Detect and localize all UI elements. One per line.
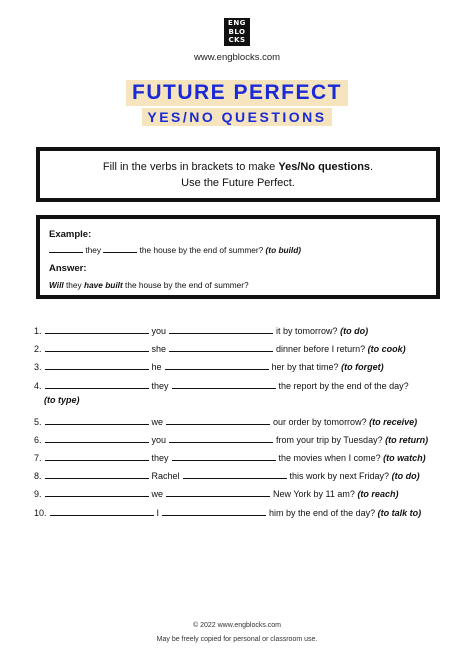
footer-copyright: © 2022 www.engblocks.com [192, 622, 282, 629]
answer-blank[interactable] [165, 361, 269, 370]
exercise-hint: (to forget) [341, 362, 384, 373]
instructions-line-2: Use the Future Perfect. [181, 177, 295, 189]
exercise-text: her by that time? [271, 362, 339, 373]
exercise-number: 8. [34, 471, 42, 482]
exercise-item [34, 324, 444, 342]
example-blank [103, 245, 137, 253]
exercise-hint: (to do) [391, 471, 420, 482]
logo-line: ENG [228, 19, 246, 27]
instr-text: Fill in the verbs in brackets to make [102, 161, 279, 173]
exercise-hint: (to watch) [383, 452, 426, 463]
example-hint: (to build) [265, 245, 302, 255]
example-box [36, 215, 440, 299]
title-wrap [0, 80, 474, 106]
logo-line: CKS [228, 36, 246, 44]
exercise-number: 2. [34, 344, 42, 355]
answer-will: Will [49, 280, 64, 290]
exercise-text: dinner before I return? [276, 344, 366, 355]
example-sentence [49, 245, 427, 255]
instructions-line-1 [40, 159, 436, 175]
exercise-subject: we [151, 416, 164, 427]
answer-blank[interactable] [45, 325, 149, 334]
exercise-number: 6. [34, 434, 42, 445]
exercise-hint: (to return) [385, 434, 429, 445]
answer-blank[interactable] [45, 488, 149, 497]
exercise-subject: you [151, 434, 167, 445]
exercise-item [34, 379, 444, 415]
exercise-text: our order by tomorrow? [273, 416, 367, 427]
exercise-text: the movies when I come? [278, 452, 381, 463]
example-blank [49, 245, 83, 253]
exercise-subject: she [151, 344, 167, 355]
exercise-item [34, 469, 444, 487]
answer-blank[interactable] [166, 488, 270, 497]
exercise-number: 1. [34, 326, 42, 336]
instructions-box [36, 147, 440, 202]
answer-blank[interactable] [45, 343, 149, 352]
answer-verb: have built [84, 280, 123, 290]
answer-blank[interactable] [172, 380, 276, 389]
answer-blank[interactable] [45, 452, 149, 461]
exercise-subject: they [151, 380, 169, 391]
answer-blank[interactable] [45, 416, 149, 425]
exercise-subject: he [151, 362, 162, 373]
exercise-hint: (to reach) [357, 489, 399, 500]
engblocks-logo [224, 18, 250, 46]
exercise-list [34, 324, 444, 524]
footer-note: May be freely copied for personal or classroom use. [156, 636, 318, 643]
exercise-number: 3. [34, 362, 42, 373]
exercise-text: this work by next Friday? [289, 471, 390, 482]
exercise-item [34, 506, 444, 524]
answer-blank[interactable] [172, 452, 276, 461]
exercise-text: from your trip by Tuesday? [276, 434, 383, 445]
example-text: the house by the end of summer? [139, 245, 264, 255]
exercise-subject: we [151, 489, 164, 500]
exercise-subject: I [156, 507, 160, 518]
subtitle-wrap [0, 108, 474, 127]
exercise-text: him by the end of the day? [269, 507, 376, 518]
answer-blank[interactable] [45, 434, 149, 443]
exercise-hint: (to cook) [367, 344, 406, 355]
answer-blank[interactable] [45, 361, 149, 370]
exercise-item [34, 360, 444, 378]
instr-bold: Yes/No questions [278, 161, 371, 173]
answer-blank[interactable] [183, 470, 287, 479]
exercise-text: the report by the end of the day? [278, 380, 409, 391]
exercise-number: 10. [34, 507, 47, 518]
exercise-subject: they [151, 452, 169, 463]
exercise-item [34, 342, 444, 360]
answer-blank[interactable] [162, 507, 266, 516]
exercise-subject: Rachel [151, 471, 180, 482]
page-subtitle: YES/NO QUESTIONS [142, 108, 331, 126]
answer-subject: they [66, 280, 82, 290]
answer-rest: the house by the end of summer? [125, 280, 249, 290]
answer-blank[interactable] [45, 470, 149, 479]
answer-sentence [49, 280, 427, 290]
exercise-number: 7. [34, 452, 42, 463]
exercise-hint: (to receive) [369, 416, 418, 427]
exercise-item [34, 451, 444, 469]
exercise-item [34, 487, 444, 505]
exercise-number: 5. [34, 416, 42, 427]
example-label: Example: [49, 229, 92, 240]
site-url[interactable]: www.engblocks.com [193, 52, 281, 63]
answer-blank[interactable] [169, 434, 273, 443]
exercise-number: 4. [34, 380, 42, 391]
answer-label: Answer: [49, 263, 87, 274]
exercise-text: New York by 11 am? [273, 489, 355, 500]
answer-blank[interactable] [169, 343, 273, 352]
exercise-item [34, 433, 444, 451]
exercise-subject: you [151, 326, 167, 336]
exercise-text: it by tomorrow? [276, 326, 338, 336]
answer-blank[interactable] [166, 416, 270, 425]
answer-blank[interactable] [45, 380, 149, 389]
instr-punct: . [370, 161, 374, 173]
exercise-hint: (to type) [44, 394, 80, 405]
exercise-hint: (to talk to) [377, 507, 422, 518]
logo-line: BLO [228, 27, 246, 36]
page-title: FUTURE PERFECT [126, 80, 348, 106]
example-subject: they [85, 245, 101, 255]
exercise-item [34, 415, 444, 433]
answer-blank[interactable] [169, 325, 273, 334]
exercise-hint: (to do) [340, 326, 369, 336]
answer-blank[interactable] [50, 507, 154, 516]
exercise-number: 9. [34, 489, 42, 500]
